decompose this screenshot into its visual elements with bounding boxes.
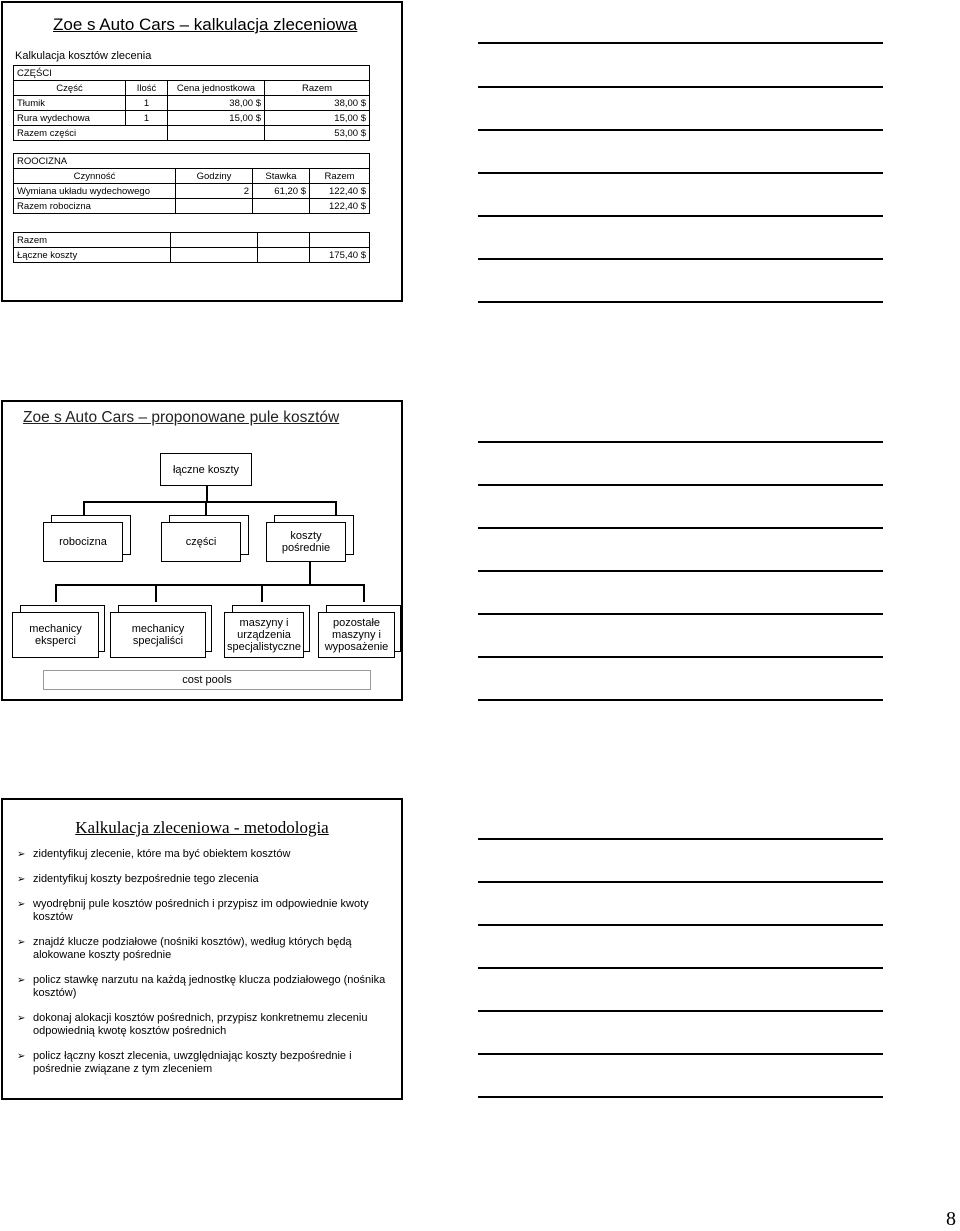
column-header: Czynność	[14, 169, 176, 184]
node-label: koszty pośrednie	[266, 522, 346, 562]
bullet-text: zidentyfikuj zlecenie, które ma być obiektem kosztów	[33, 848, 291, 860]
methodology-list	[17, 848, 397, 1088]
connector	[309, 562, 311, 584]
labor-table	[13, 153, 370, 214]
connector	[261, 584, 263, 602]
list-item	[17, 873, 397, 886]
bullet-text: znajdź klucze podziałowe (nośniki kosztów), według których będą alokowane koszty pośrednie	[33, 936, 352, 961]
total-value: 122,40 $	[310, 199, 370, 214]
cell: Wymiana układu wydechowego	[14, 184, 176, 199]
column-header: Razem	[310, 169, 370, 184]
table-row	[14, 126, 370, 141]
list-item	[17, 848, 397, 861]
column-header: Cena jednostkowa	[168, 81, 265, 96]
cell: 1	[126, 96, 168, 111]
cell: Rura wydechowa	[14, 111, 126, 126]
slide-title: Zoe s Auto Cars – kalkulacja zleceniowa	[53, 15, 358, 34]
column-header: Godziny	[176, 169, 253, 184]
cell: 2	[176, 184, 253, 199]
list-item	[17, 1050, 397, 1076]
list-item	[17, 936, 397, 962]
section-label: ROOCIZNA	[14, 154, 370, 169]
cell: 38,00 $	[265, 96, 370, 111]
summary-table	[13, 232, 370, 263]
node-label: mechanicy specjaliści	[110, 612, 206, 658]
arrow-bullet-icon: ➢	[17, 874, 26, 885]
list-item	[17, 1012, 397, 1038]
column-header: Razem	[265, 81, 370, 96]
slide-title: Kalkulacja zleceniowa - metodologia	[75, 818, 329, 837]
connector	[206, 486, 208, 501]
section-label: CZĘŚCI	[14, 66, 370, 81]
parts-table	[13, 65, 370, 141]
table-row	[14, 96, 370, 111]
connector	[83, 501, 337, 503]
node-label: części	[161, 522, 241, 562]
bullet-text: zidentyfikuj koszty bezpośrednie tego zlecenia	[33, 873, 259, 885]
arrow-bullet-icon: ➢	[17, 849, 26, 860]
arrow-bullet-icon: ➢	[17, 975, 26, 986]
bullet-text: dokonaj alokacji kosztów pośrednich, przypisz konkretnemu zleceniu odpowiednią kwotę kosztów pośrednich	[33, 1012, 368, 1037]
section-label: Razem	[14, 233, 171, 248]
page-number: 8	[946, 1208, 956, 1230]
node-total-costs: łączne koszty	[160, 453, 252, 486]
cell: 61,20 $	[253, 184, 310, 199]
column-header: Ilość	[126, 81, 168, 96]
list-item	[17, 974, 397, 1000]
cell: 38,00 $	[168, 96, 265, 111]
node-label: robocizna	[43, 522, 123, 562]
table-row	[14, 248, 370, 263]
cost-pools-label: cost pools	[43, 670, 371, 690]
slide-subtitle: Kalkulacja kosztów zlecenia	[15, 50, 152, 62]
slide-job-costing	[1, 1, 403, 302]
connector	[363, 584, 365, 602]
table-row	[14, 184, 370, 199]
arrow-bullet-icon: ➢	[17, 1051, 26, 1062]
table-row	[14, 199, 370, 214]
total-label: Razem części	[14, 126, 168, 141]
arrow-bullet-icon: ➢	[17, 899, 26, 910]
total-value: 53,00 $	[265, 126, 370, 141]
connector	[55, 584, 57, 602]
list-item	[17, 898, 397, 924]
connector	[55, 584, 365, 586]
bullet-text: policz łączny koszt zlecenia, uwzględniając koszty bezpośrednie i pośrednie związane z tym zleceniem	[33, 1050, 352, 1075]
node-label: pozostałe maszyny i wyposażenie	[318, 612, 395, 658]
column-header: Stawka	[253, 169, 310, 184]
cell: 15,00 $	[265, 111, 370, 126]
cell: 15,00 $	[168, 111, 265, 126]
cell: 1	[126, 111, 168, 126]
slide-title: Zoe s Auto Cars – proponowane pule kosztów	[23, 409, 340, 426]
connector	[155, 584, 157, 602]
bullet-text: wyodrębnij pule kosztów pośrednich i przypisz im odpowiednie kwoty kosztów	[33, 898, 369, 923]
slide-methodology	[1, 798, 403, 1100]
column-header: Część	[14, 81, 126, 96]
arrow-bullet-icon: ➢	[17, 937, 26, 948]
cell: 122,40 $	[310, 184, 370, 199]
node-label: maszyny i urządzenia specjalistyczne	[224, 612, 304, 658]
total-label: Razem robocizna	[14, 199, 176, 214]
total-label: Łączne koszty	[14, 248, 171, 263]
slide-cost-pools	[1, 400, 403, 701]
total-value: 175,40 $	[310, 248, 370, 263]
bullet-text: policz stawkę narzutu na każdą jednostkę klucza podziałowego (nośnika kosztów)	[33, 974, 386, 999]
cell: Tłumik	[14, 96, 126, 111]
arrow-bullet-icon: ➢	[17, 1013, 26, 1024]
node-label: mechanicy eksperci	[12, 612, 99, 658]
table-row	[14, 111, 370, 126]
